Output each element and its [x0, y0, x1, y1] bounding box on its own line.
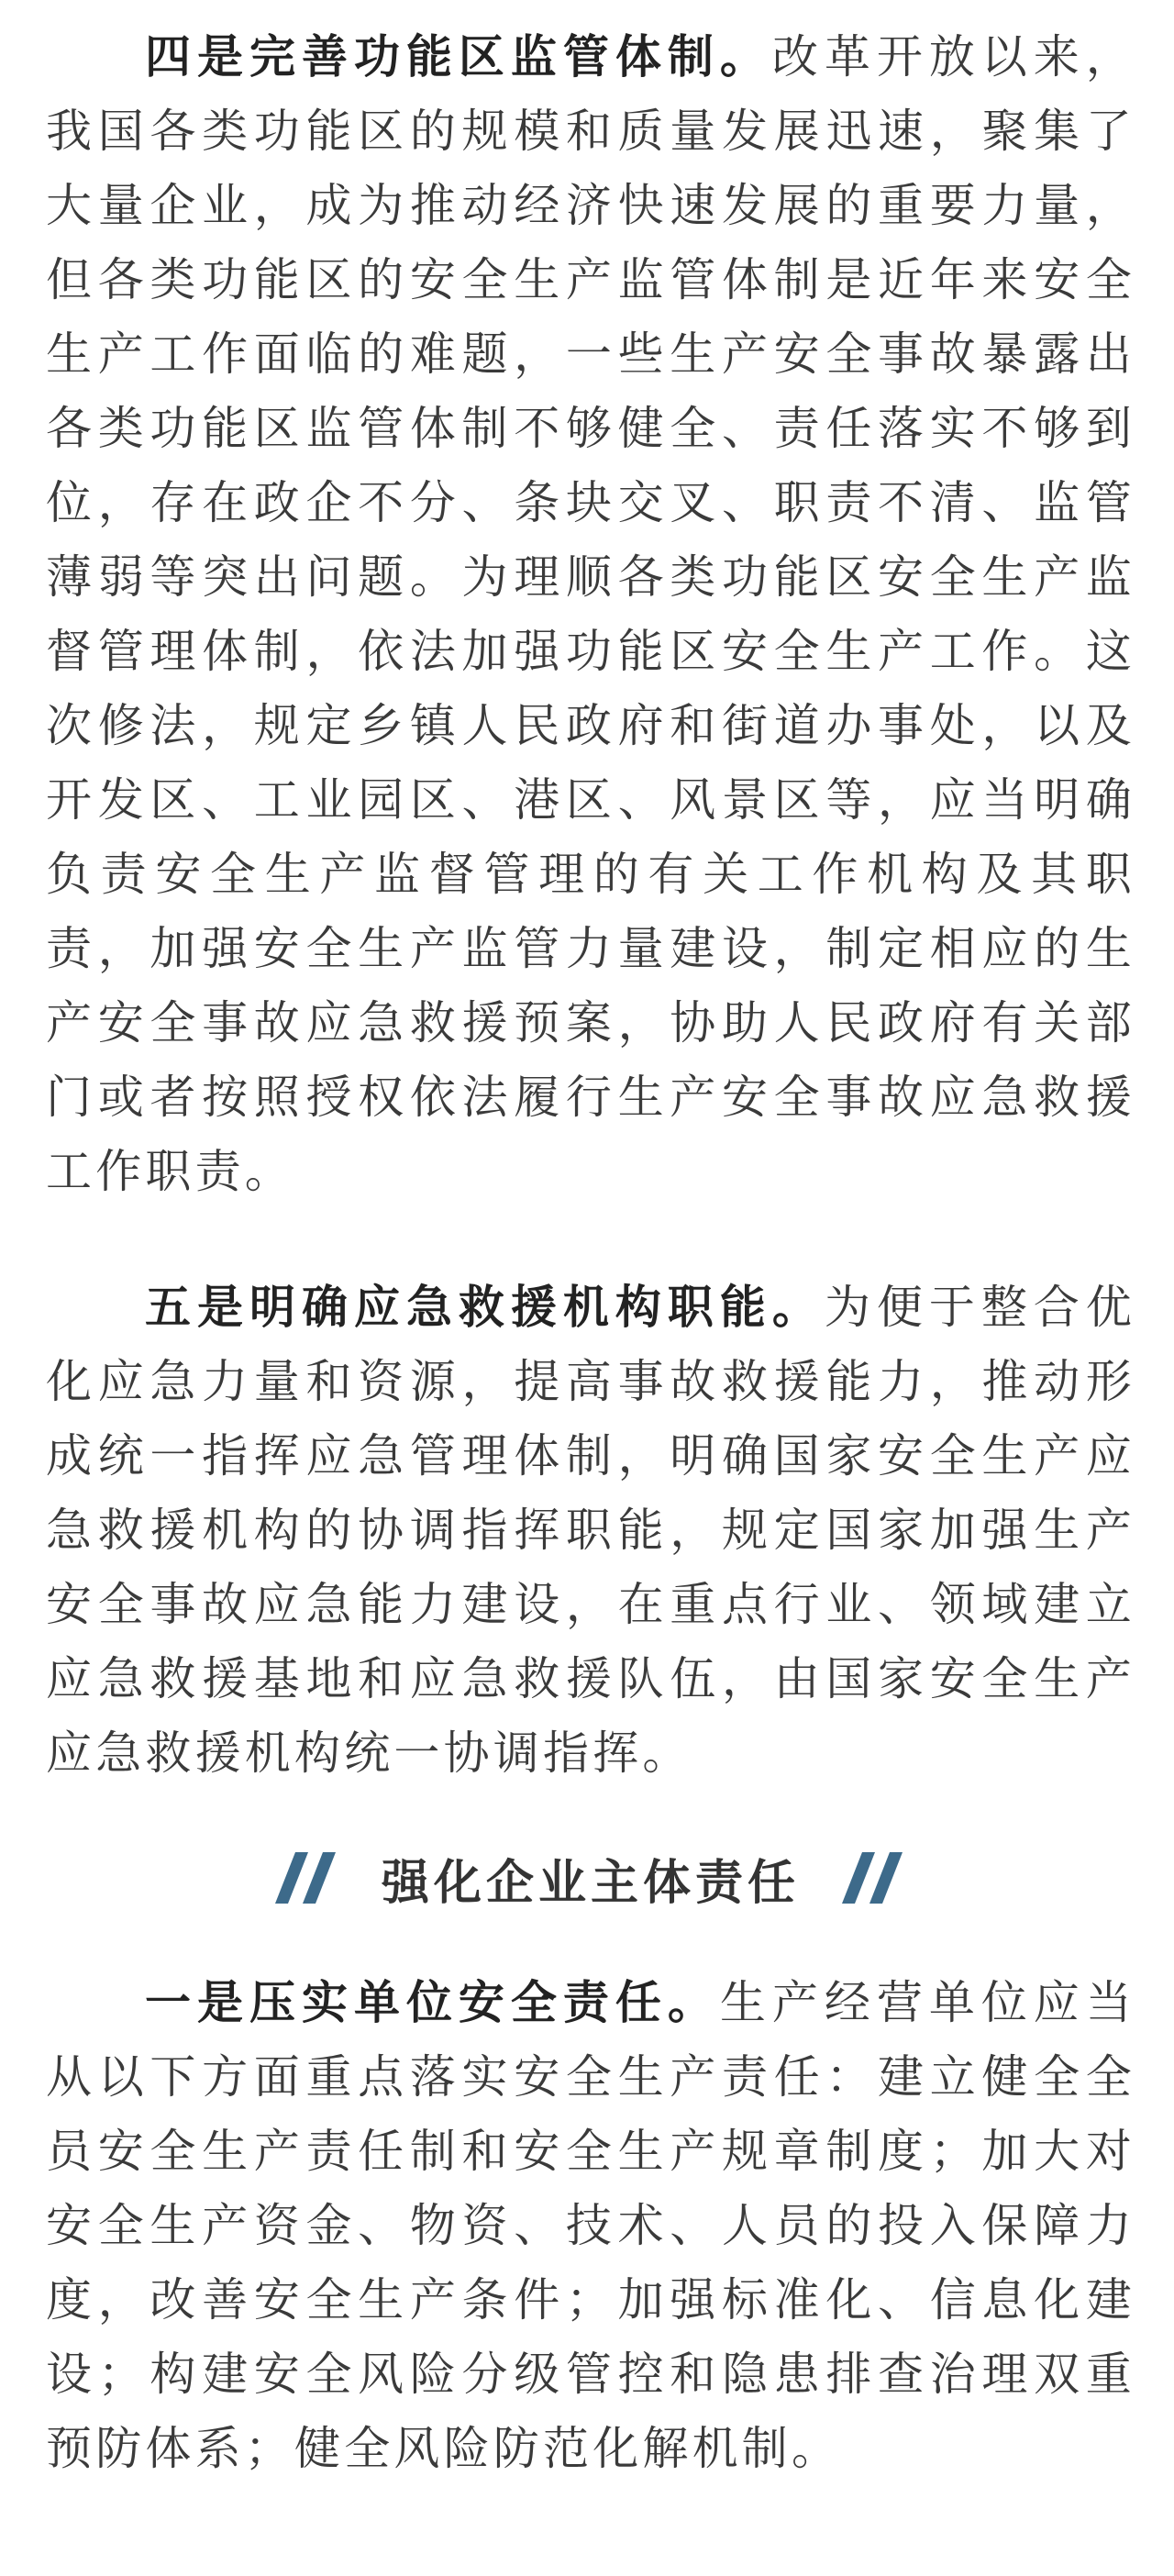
- double-slash-icon: [275, 1849, 339, 1907]
- paragraph-lead: 四是完善功能区监管体制。: [145, 30, 772, 83]
- section-heading: [46, 1832, 1135, 1924]
- paragraph-unit-safety-responsibility: [46, 1966, 1135, 2486]
- paragraph-emergency-rescue-functions: [46, 1271, 1135, 1791]
- double-slash-icon: [842, 1849, 906, 1907]
- paragraph-body: 改革开放以来，我国各类功能区的规模和质量发展迅速，聚集了大量企业，成为推动经济快速发展的重要力量，但各类功能区的安全生产监管体制是近年来安全生产工作面临的难题，一些生产安全事故暴露出各类功能区监管体制不够健全、责任落实不够到位，存在政企不分、条块交叉、职责不清、监管薄弱等突出问题。为理顺各类功能区安全生产监督管理体制，依法加强功能区安全生产工作。这次修法，规定乡镇人民政府和街道办事处，以及开发区、工业园区、港区、风景区等，应当明确负责安全生产监督管理的有关工作机构及其职责，加强安全生产监管力量建设，制定相应的生产安全事故应急救援预案，协助人民政府有关部门或者按照授权依法履行生产安全事故应急救援工作职责。: [46, 30, 1135, 1198]
- paragraph-body: 为便于整合优化应急力量和资源，提高事故救援能力，推动形成统一指挥应急管理体制，明确国家安全生产应急救援机构的协调指挥职能，规定国家加强生产安全事故应急能力建设，在重点行业、领域建立应急救援基地和应急救援队伍，由国家安全生产应急救援机构统一协调指挥。: [46, 1281, 1136, 1780]
- paragraph-lead: 五是明确应急救援机构职能。: [145, 1281, 825, 1334]
- paragraph-functional-zone-supervision: [46, 20, 1135, 1209]
- section-heading-text: 强化企业主体责任: [381, 1855, 800, 1911]
- paragraph-body: 生产经营单位应当从以下方面重点落实安全生产责任：建立健全全员安全生产责任制和安全生产规章制度；加大对安全生产资金、物资、技术、人员的投入保障力度，改善安全生产条件；加强标准化、信息化建设；构建安全风险分级管控和隐患排查治理双重预防体系；健全风险防范化解机制。: [46, 1976, 1135, 2475]
- paragraph-lead: 一是压实单位安全责任。: [145, 1976, 720, 2029]
